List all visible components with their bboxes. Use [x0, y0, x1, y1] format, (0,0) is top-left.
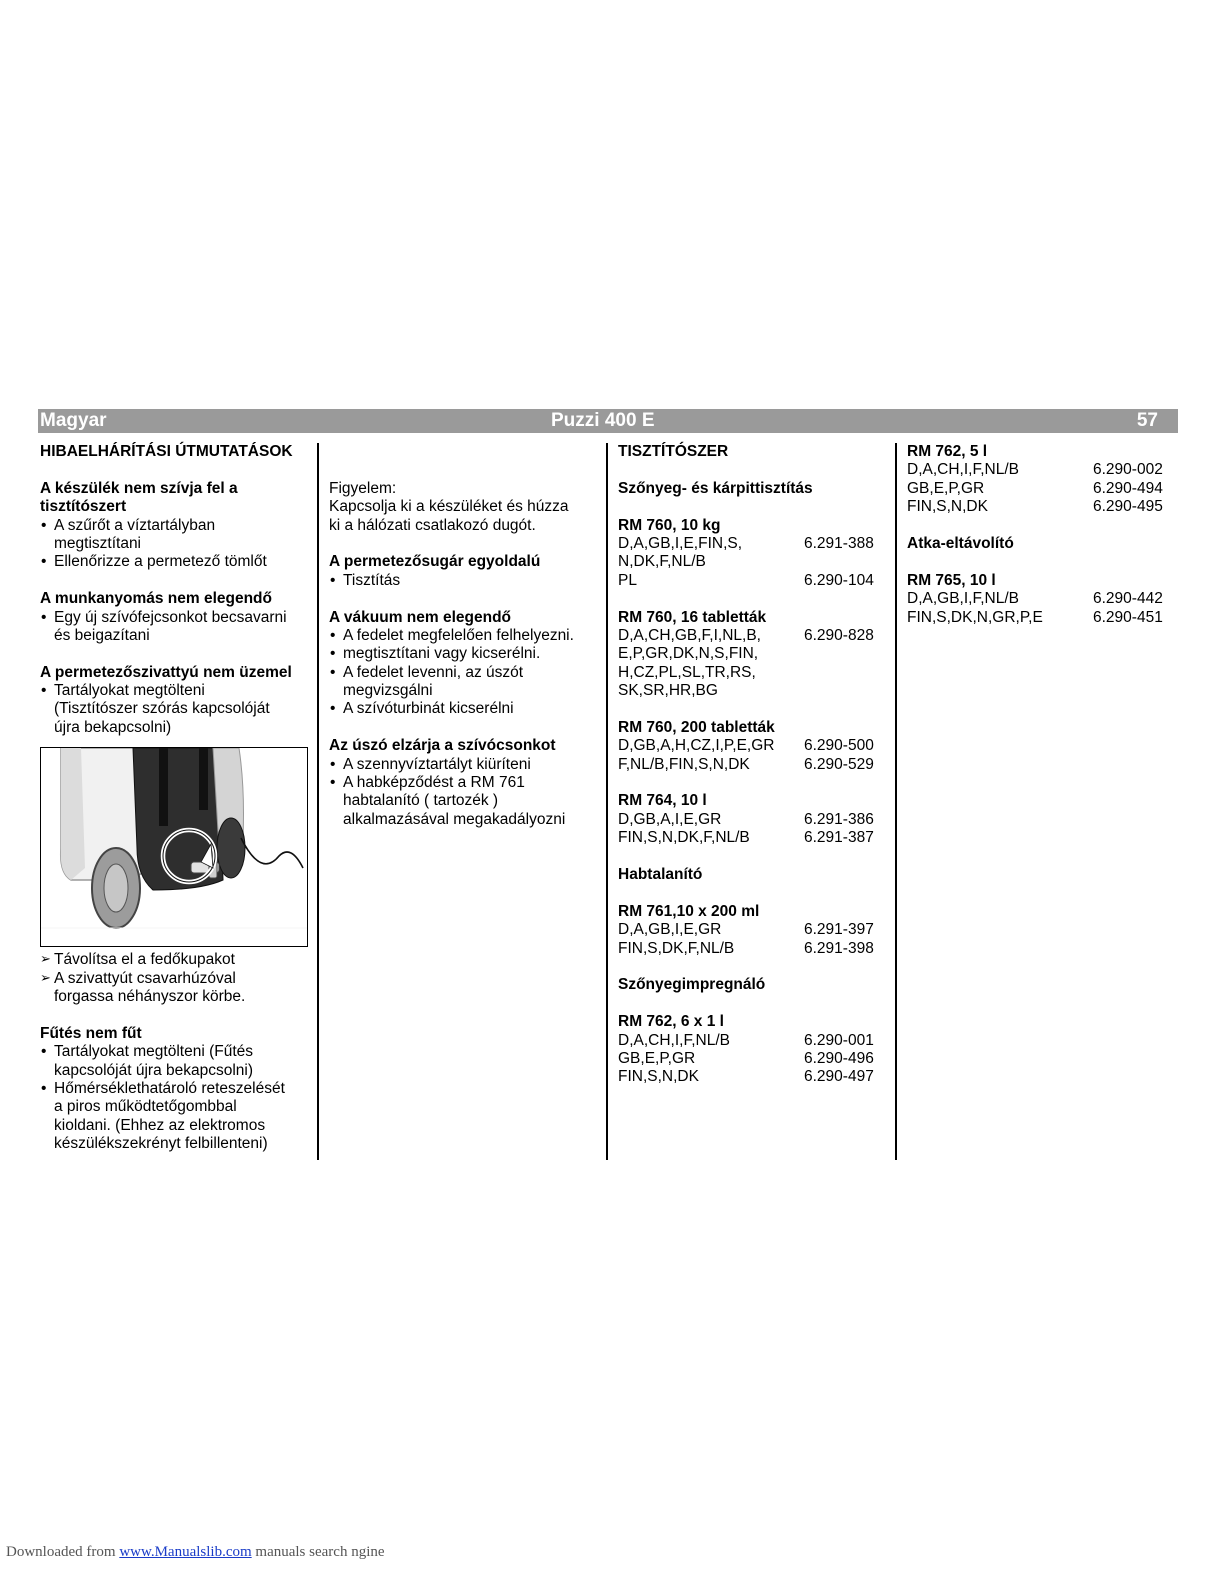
- bullet-item: • A szűrőt a víztartályban: [40, 517, 312, 535]
- product-row: [907, 461, 1179, 479]
- country-list: FIN,S,N,DK: [618, 1068, 699, 1086]
- country-list: D,A,GB,I,E,FIN,S,: [618, 534, 743, 552]
- footer-suffix: manuals search ngine: [255, 1544, 385, 1560]
- country-list: PL: [618, 571, 637, 589]
- product-name: RM 760, 10 kg: [618, 516, 721, 534]
- bullet-item-continued: megvizsgálni: [343, 682, 433, 700]
- product-row: [618, 553, 890, 571]
- product-row: [618, 1050, 890, 1068]
- fault-heading: A készülék nem szívja fel a: [40, 479, 238, 497]
- page-header: [38, 409, 1178, 433]
- country-list: D,A,GB,I,E,GR: [618, 921, 722, 939]
- bullet-item: • Tisztítás: [329, 572, 601, 590]
- bullet-item: • megtisztítani vagy kicserélni.: [329, 645, 601, 663]
- bullet-item-continued: a piros működtetőgombbal: [54, 1098, 237, 1116]
- product-row: [618, 829, 890, 847]
- country-list: D,A,CH,GB,F,I,NL,B,: [618, 626, 761, 644]
- section-title: TISZTÍTÓSZER: [618, 443, 729, 460]
- bullet-item-continued: és beigazítani: [54, 626, 150, 644]
- pump-illustration: [41, 748, 307, 946]
- product-row: [618, 737, 890, 755]
- bullet-item: • Ellenőrizze a permetező tömlőt: [40, 553, 312, 571]
- fault-heading: A permetezőszivattyú nem üzemel: [40, 663, 292, 681]
- part-number: 6.290-494: [1093, 479, 1163, 497]
- bullet-item-continued: készülékszekrényt felbillenteni): [54, 1135, 268, 1153]
- fault-heading: A vákuum nem elegendő: [329, 608, 512, 626]
- category-heading: Szőnyegimpregnáló: [618, 976, 766, 994]
- country-list: F,NL/B,FIN,S,N,DK: [618, 755, 750, 773]
- country-list: FIN,S,N,DK,F,NL/B: [618, 829, 750, 847]
- part-number: 6.290-451: [1093, 608, 1163, 626]
- bullet-item-continued: kapcsolóját újra bekapcsolni): [54, 1061, 254, 1079]
- column-divider: [895, 443, 897, 1160]
- product-row: [618, 1068, 890, 1086]
- country-list: D,GB,A,I,E,GR: [618, 810, 722, 828]
- part-number: 6.290-529: [804, 755, 874, 773]
- product-name: RM 760, 200 tabletták: [618, 718, 775, 736]
- part-number: 6.291-398: [804, 939, 874, 957]
- country-list: SK,SR,HR,BG: [618, 682, 718, 700]
- bullet-item: • Tartályokat megtölteni: [40, 682, 312, 700]
- bullet-item: • Tartályokat megtölteni (Fűtés: [40, 1043, 312, 1061]
- part-number: 6.291-397: [804, 921, 874, 939]
- bullet-item: • A fedelet levenni, az úszót: [329, 664, 601, 682]
- column-troubleshooting-cont: [329, 443, 601, 829]
- product-row: [907, 590, 1179, 608]
- part-number: 6.290-442: [1093, 590, 1163, 608]
- product-row: [618, 535, 890, 553]
- fault-heading: Fűtés nem fűt: [40, 1024, 142, 1042]
- bullet-item-continued: alkalmazásával megakadályozni: [343, 810, 566, 828]
- product-row: [907, 480, 1179, 498]
- product-name: RM 762, 5 l: [907, 443, 988, 460]
- product-row: [618, 572, 890, 590]
- fault-heading: A munkanyomás nem elegendő: [40, 590, 272, 608]
- bullet-item: • Egy új szívófejcsonkot becsavarni: [40, 609, 312, 627]
- bullet-item: • Hőmérséklethatároló reteszelését: [40, 1080, 312, 1098]
- column-troubleshooting: [40, 443, 312, 1154]
- country-list: D,A,CH,I,F,NL/B: [907, 461, 1019, 479]
- bullet-item-continued: újra bekapcsolni): [54, 718, 172, 736]
- instruction-step-continued: forgassa néhányszor körbe.: [54, 988, 246, 1006]
- part-number: 6.290-002: [1093, 461, 1163, 479]
- country-list: FIN,S,N,DK: [907, 498, 988, 516]
- manualslib-link[interactable]: www.Manualslib.com: [119, 1544, 252, 1560]
- column-detergents-cont: [907, 443, 1179, 627]
- part-number: 6.290-500: [804, 737, 874, 755]
- country-list: N,DK,F,NL/B: [618, 553, 706, 571]
- bullet-item-continued: (Tisztítószer szórás kapcsolóját: [54, 700, 270, 718]
- section-title: HIBAELHÁRÍTÁSI ÚTMUTATÁSOK: [40, 443, 293, 460]
- product-row: [618, 664, 890, 682]
- country-list: D,A,CH,I,F,NL/B: [618, 1031, 730, 1049]
- product-row: [618, 756, 890, 774]
- header-page-number: 57: [1136, 410, 1158, 431]
- country-list: FIN,S,DK,F,NL/B: [618, 939, 735, 957]
- country-list: D,A,GB,I,F,NL/B: [907, 590, 1019, 608]
- category-heading: Szőnyeg- és kárpittisztítás: [618, 479, 813, 497]
- product-name: RM 761,10 x 200 ml: [618, 902, 760, 920]
- part-number: 6.290-104: [804, 571, 874, 589]
- fault-heading: tisztítószert: [40, 498, 127, 516]
- bullet-item-continued: megtisztítani: [54, 534, 142, 552]
- product-row: [618, 811, 890, 829]
- header-model: Puzzi 400 E: [551, 410, 655, 431]
- pump-photo: [40, 747, 308, 947]
- warning-text: Kapcsolja ki a készüléket és húzza: [329, 498, 569, 516]
- country-list: GB,E,P,GR: [618, 1049, 696, 1067]
- product-row: [618, 645, 890, 663]
- part-number: 6.290-496: [804, 1049, 874, 1067]
- download-footer: [6, 1543, 385, 1561]
- bullet-item: • A szennyvíztartályt kiüríteni: [329, 756, 601, 774]
- instruction-step: ➢ Távolítsa el a fedőkupakot: [40, 951, 312, 969]
- country-list: FIN,S,DK,N,GR,P,E: [907, 608, 1043, 626]
- product-name: RM 765, 10 l: [907, 571, 996, 589]
- country-list: E,P,GR,DK,N,S,FIN,: [618, 645, 759, 663]
- category-heading: Habtalanító: [618, 865, 703, 883]
- bullet-item: • A habképződést a RM 761: [329, 774, 601, 792]
- part-number: 6.291-388: [804, 534, 874, 552]
- product-row: [618, 921, 890, 939]
- product-row: [618, 1032, 890, 1050]
- part-number: 6.291-387: [804, 829, 874, 847]
- product-row: [618, 940, 890, 958]
- product-name: RM 762, 6 x 1 l: [618, 1013, 724, 1031]
- part-number: 6.291-386: [804, 810, 874, 828]
- part-number: 6.290-828: [804, 626, 874, 644]
- product-row: [907, 609, 1179, 627]
- part-number: 6.290-495: [1093, 498, 1163, 516]
- product-row: [618, 682, 890, 700]
- product-row: [907, 498, 1179, 516]
- bullet-item-continued: habtalanító ( tartozék ): [343, 792, 499, 810]
- country-list: D,GB,A,H,CZ,I,P,E,GR: [618, 737, 775, 755]
- country-list: GB,E,P,GR: [907, 479, 985, 497]
- part-number: 6.290-001: [804, 1031, 874, 1049]
- footer-prefix: Downloaded from: [6, 1544, 116, 1560]
- country-list: H,CZ,PL,SL,TR,RS,: [618, 663, 756, 681]
- fault-heading: A permetezősugár egyoldalú: [329, 553, 541, 571]
- column-divider: [317, 443, 319, 1160]
- product-row: [618, 627, 890, 645]
- bullet-item: • A fedelet megfelelően felhelyezni.: [329, 627, 601, 645]
- header-language: Magyar: [40, 410, 107, 431]
- instruction-step: ➢ A szivattyút csavarhúzóval: [40, 970, 312, 988]
- category-heading: Atka-eltávolító: [907, 534, 1014, 552]
- column-divider: [606, 443, 608, 1160]
- fault-heading: Az úszó elzárja a szívócsonkot: [329, 737, 556, 755]
- warning-heading: Figyelem:: [329, 479, 397, 497]
- product-name: RM 760, 16 tabletták: [618, 608, 767, 626]
- column-detergents: [618, 443, 890, 1087]
- bullet-item-continued: kioldani. (Ehhez az elektromos: [54, 1116, 266, 1134]
- part-number: 6.290-497: [804, 1068, 874, 1086]
- product-name: RM 764, 10 l: [618, 792, 707, 810]
- bullet-item: • A szívóturbinát kicserélni: [329, 700, 601, 718]
- warning-text: ki a hálózati csatlakozó dugót.: [329, 516, 536, 534]
